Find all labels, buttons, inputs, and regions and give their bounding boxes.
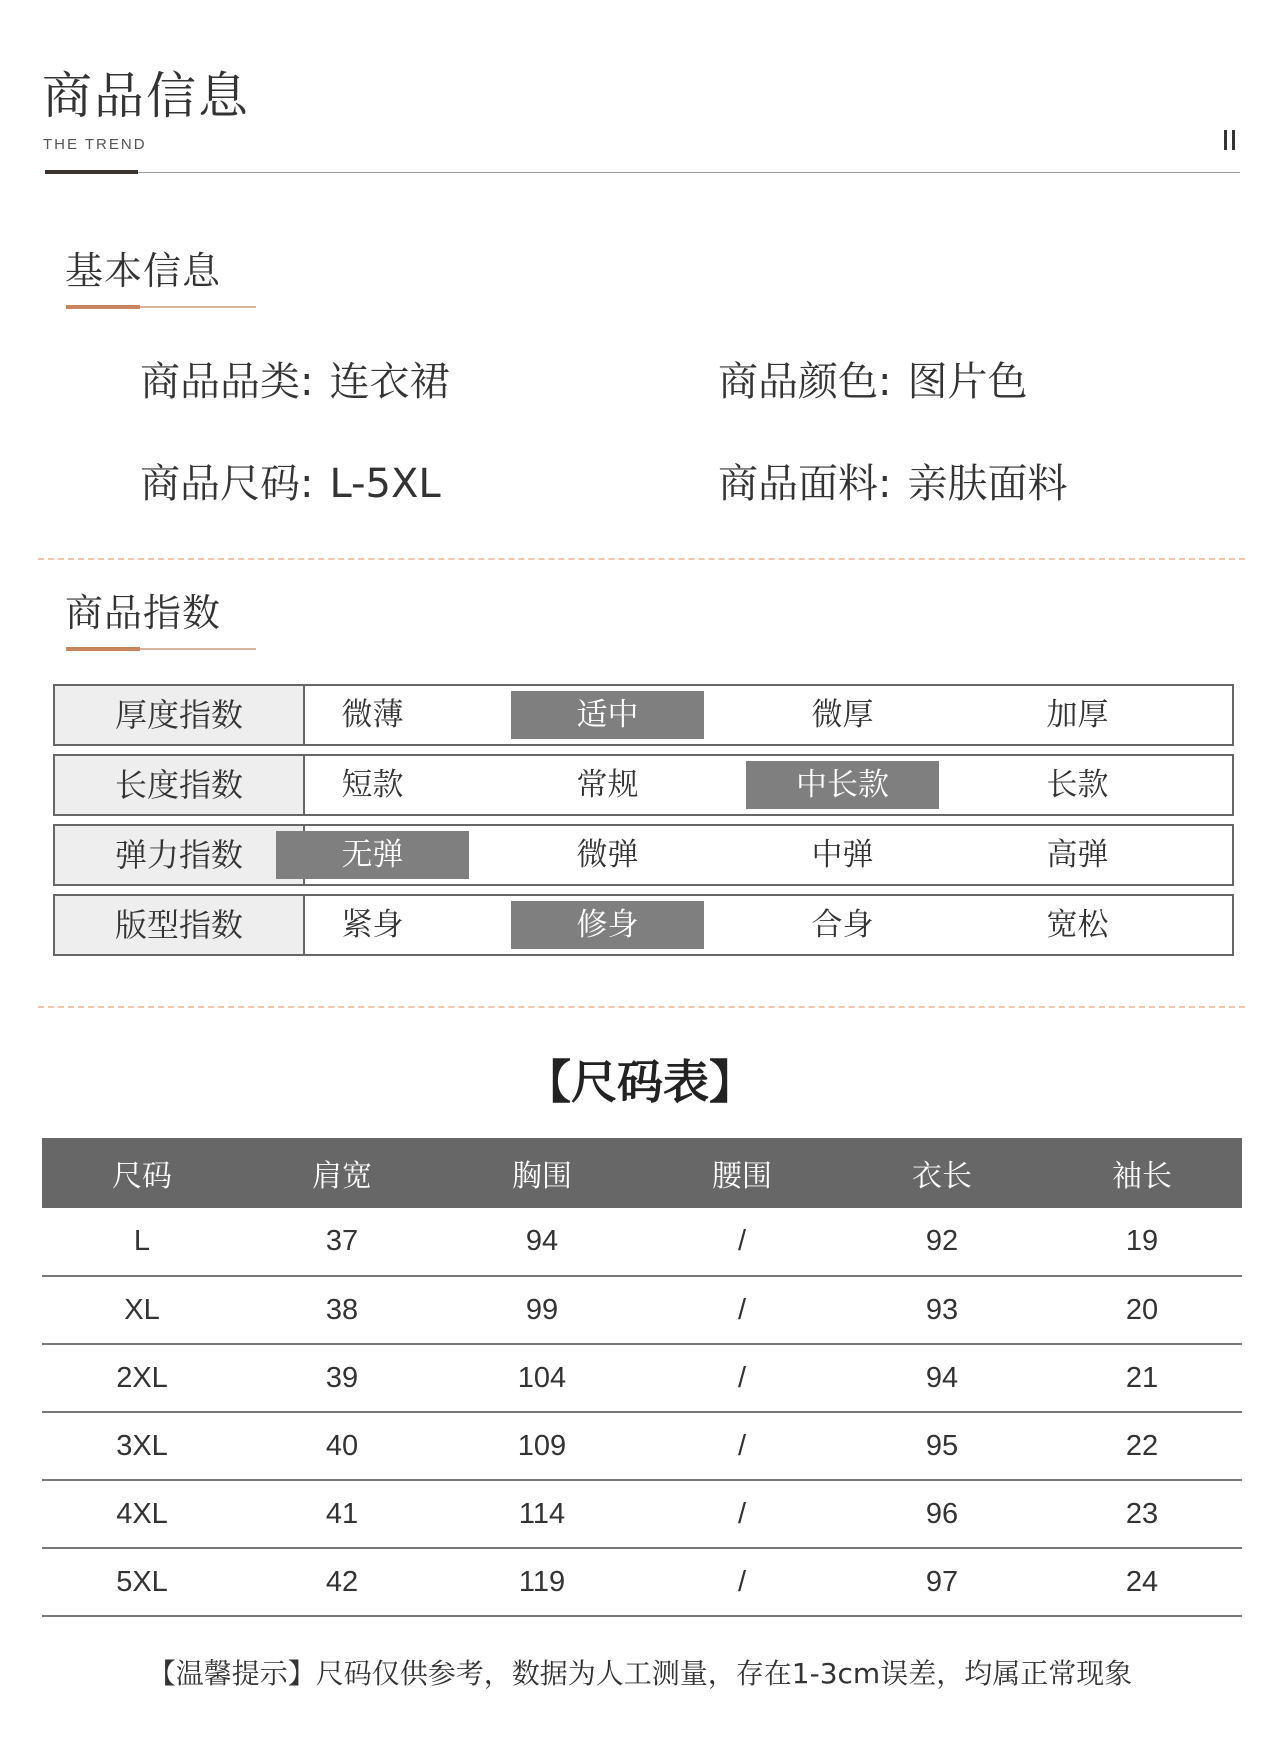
info-color xyxy=(718,358,1027,406)
index-option xyxy=(255,896,490,954)
index-option-label: 高弹 xyxy=(1046,837,1109,873)
table-cell: 19 xyxy=(1042,1208,1242,1276)
table-cell: / xyxy=(642,1208,842,1276)
index-option xyxy=(255,686,490,744)
table-cell: / xyxy=(642,1276,842,1344)
index-option-label: 中长款 xyxy=(746,761,939,809)
table-cell: 37 xyxy=(242,1208,442,1276)
table-cell: 24 xyxy=(1042,1548,1242,1616)
table-cell: 104 xyxy=(442,1344,642,1412)
table-cell: 22 xyxy=(1042,1412,1242,1480)
table-cell: 4XL xyxy=(42,1480,242,1548)
size-note: 【温馨提示】尺码仅供参考，数据为人工测量，存在1-3cm误差，均属正常现象 xyxy=(147,1657,1133,1690)
table-row xyxy=(42,1480,1242,1548)
index-option xyxy=(960,686,1195,744)
index-title: 商品指数 xyxy=(65,591,222,635)
size-column-header: 肩宽 xyxy=(242,1138,442,1208)
index-row xyxy=(53,894,1234,956)
table-cell: 119 xyxy=(442,1548,642,1616)
table-cell: 92 xyxy=(842,1208,1042,1276)
index-option-label: 微弹 xyxy=(576,837,639,873)
index-row-label: 厚度指数 xyxy=(55,686,305,744)
table-cell: 40 xyxy=(242,1412,442,1480)
index-row xyxy=(53,684,1234,746)
size-column-header: 腰围 xyxy=(642,1138,842,1208)
table-cell: 96 xyxy=(842,1480,1042,1548)
page-subtitle: THE TREND xyxy=(43,136,147,153)
table-cell: / xyxy=(642,1480,842,1548)
index-row xyxy=(53,824,1234,886)
index-option-label: 适中 xyxy=(511,691,704,739)
table-cell: / xyxy=(642,1548,842,1616)
table-cell: 38 xyxy=(242,1276,442,1344)
info-size-key: 商品尺码: xyxy=(140,461,314,507)
index-option xyxy=(490,756,725,814)
table-cell: 42 xyxy=(242,1548,442,1616)
table-cell: 94 xyxy=(442,1208,642,1276)
table-cell: 20 xyxy=(1042,1276,1242,1344)
table-cell: 109 xyxy=(442,1412,642,1480)
index-option-label: 常规 xyxy=(576,767,639,803)
info-category-key: 商品品类: xyxy=(140,359,314,405)
table-row xyxy=(42,1344,1242,1412)
index-option xyxy=(490,826,725,884)
info-fabric-value: 亲肤面料 xyxy=(907,461,1068,507)
index-option-label: 合身 xyxy=(811,907,874,943)
info-category-value: 连衣裙 xyxy=(329,359,450,405)
index-option-label: 短款 xyxy=(341,767,404,803)
table-row xyxy=(42,1208,1242,1276)
table-cell: 114 xyxy=(442,1480,642,1548)
table-row xyxy=(42,1412,1242,1480)
index-option-label: 加厚 xyxy=(1046,697,1109,733)
size-column-header: 胸围 xyxy=(442,1138,642,1208)
index-option-label: 修身 xyxy=(511,901,704,949)
index-option-label: 宽松 xyxy=(1046,907,1109,943)
index-row-label: 弹力指数 xyxy=(55,826,305,884)
table-cell: / xyxy=(642,1344,842,1412)
index-option-label: 中弹 xyxy=(811,837,874,873)
index-option-label: 微薄 xyxy=(341,697,404,733)
index-option-label: 微厚 xyxy=(811,697,874,733)
index-option-label: 无弹 xyxy=(276,831,469,879)
table-cell: 21 xyxy=(1042,1344,1242,1412)
table-cell: 39 xyxy=(242,1344,442,1412)
index-option xyxy=(960,826,1195,884)
index-option-label: 紧身 xyxy=(341,907,404,943)
dashed-divider xyxy=(38,558,1245,560)
header-divider-accent xyxy=(45,170,138,174)
table-cell: XL xyxy=(42,1276,242,1344)
size-column-header: 袖长 xyxy=(1042,1138,1242,1208)
size-column-header: 尺码 xyxy=(42,1138,242,1208)
index-option xyxy=(725,826,960,884)
table-cell: / xyxy=(642,1412,842,1480)
index-option xyxy=(725,896,960,954)
index-option-selected xyxy=(490,686,725,744)
info-size xyxy=(140,460,441,508)
table-cell: 97 xyxy=(842,1548,1042,1616)
index-option xyxy=(960,756,1195,814)
info-color-value: 图片色 xyxy=(907,359,1028,405)
size-chart-title: 【尺码表】 xyxy=(525,1055,755,1109)
size-column-header: 衣长 xyxy=(842,1138,1042,1208)
table-cell: 95 xyxy=(842,1412,1042,1480)
basic-info-title: 基本信息 xyxy=(65,249,222,293)
index-option-label: 长款 xyxy=(1046,767,1109,803)
pause-icon xyxy=(1224,130,1236,152)
page-title: 商品信息 xyxy=(42,67,250,125)
index-option xyxy=(960,896,1195,954)
index-option-selected xyxy=(725,756,960,814)
table-cell: 23 xyxy=(1042,1480,1242,1548)
dashed-divider xyxy=(38,1006,1245,1008)
table-cell: 93 xyxy=(842,1276,1042,1344)
index-option xyxy=(725,686,960,744)
table-row xyxy=(42,1276,1242,1344)
index-option xyxy=(255,756,490,814)
index-underline xyxy=(66,648,256,650)
index-row xyxy=(53,754,1234,816)
table-cell: 41 xyxy=(242,1480,442,1548)
info-fabric-key: 商品面料: xyxy=(718,461,892,507)
table-cell: 2XL xyxy=(42,1344,242,1412)
header-divider xyxy=(45,172,1240,173)
info-color-key: 商品颜色: xyxy=(718,359,892,405)
table-cell: 3XL xyxy=(42,1412,242,1480)
table-cell: L xyxy=(42,1208,242,1276)
index-row-label: 版型指数 xyxy=(55,896,305,954)
table-cell: 5XL xyxy=(42,1548,242,1616)
table-row xyxy=(42,1548,1242,1616)
size-chart-table xyxy=(42,1138,1242,1617)
info-category xyxy=(140,358,449,406)
info-size-value: L-5XL xyxy=(329,461,441,507)
info-fabric xyxy=(718,460,1067,508)
table-cell: 94 xyxy=(842,1344,1042,1412)
index-option-selected xyxy=(255,826,490,884)
index-row-label: 长度指数 xyxy=(55,756,305,814)
index-option-selected xyxy=(490,896,725,954)
table-cell: 99 xyxy=(442,1276,642,1344)
basic-info-underline xyxy=(66,306,256,308)
